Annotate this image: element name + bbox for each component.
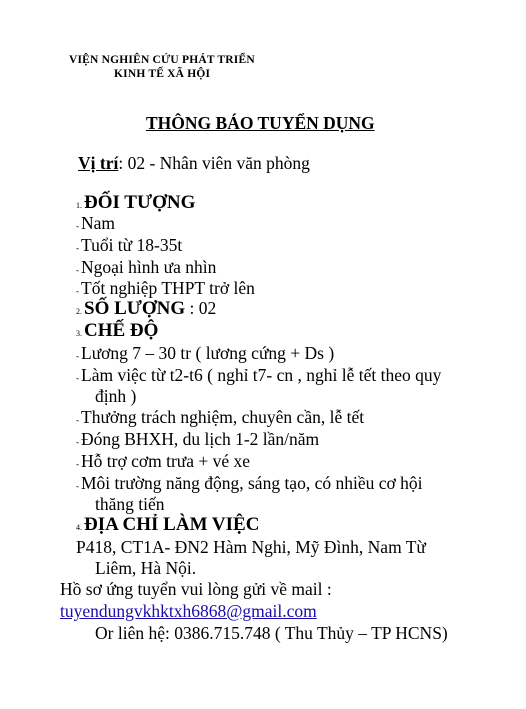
list-item: - Ngoại hình ưa nhìn [76, 257, 217, 277]
section-1-number: 1. [76, 201, 82, 210]
org-name-line1: VIỆN NGHIÊN CỨU PHÁT TRIỂN [69, 54, 255, 66]
section-2-heading-row [76, 298, 216, 320]
list-item: - Tốt nghiệp THPT trở lên [76, 278, 255, 298]
section-2-heading: SỐ LƯỢNG [84, 298, 186, 319]
list-item: - Môi trường năng động, sáng tạo, có nhiều cơ hội [76, 473, 423, 493]
position-label: Vị trí [78, 153, 119, 173]
section-3-heading: CHẾ ĐỘ [84, 320, 159, 341]
address-line-2: Liêm, Hà Nội. [95, 558, 197, 578]
email-link[interactable]: tuyendungvkhktxh6868@gmail.com [60, 601, 317, 621]
list-item-continuation: thăng tiến [95, 494, 165, 514]
page-title: THÔNG BÁO TUYỂN DỤNG [146, 113, 375, 133]
address-line-1: P418, CT1A- ĐN2 Hàm Nghi, Mỹ Đình, Nam Từ [76, 537, 426, 557]
org-name-line2: KINH TẾ XÃ HỘI [114, 68, 211, 80]
list-item: - Lương 7 – 30 tr ( lương cứng + Ds ) [76, 343, 335, 363]
phone-contact: Or liên hệ: 0386.715.748 ( Thu Thủy – TP HCNS) [95, 623, 448, 643]
section-2-number: 2. [76, 307, 82, 316]
position-line [78, 153, 310, 174]
list-item: - Nam [76, 213, 116, 233]
section-4-heading-row [76, 514, 259, 536]
section-2-value: : 02 [185, 298, 217, 318]
list-item-continuation: định ) [95, 386, 137, 406]
section-4-heading: ĐỊA CHỈ LÀM VIỆC [84, 514, 260, 535]
section-3-heading-row [76, 320, 158, 342]
section-3-number: 3. [76, 329, 82, 338]
position-value: : 02 - Nhân viên văn phòng [118, 153, 310, 173]
list-item: - Thưởng trách nghiệm, chuyên cần, lễ tết [76, 407, 365, 427]
list-item: - Làm việc từ t2-t6 ( nghỉ t7- cn , nghỉ lễ tết theo quy [76, 365, 442, 385]
list-item: - Đóng BHXH, du lịch 1-2 lần/năm [76, 429, 320, 449]
apply-instructions: Hồ sơ ứng tuyển vui lòng gửi về mail : [60, 579, 332, 599]
list-item: - Tuổi từ 18-35t [76, 235, 183, 255]
section-4-number: 4. [76, 523, 82, 532]
section-1-heading-row [76, 192, 195, 214]
list-item: - Hỗ trợ cơm trưa + vé xe [76, 451, 251, 471]
section-1-heading: ĐỐI TƯỢNG [84, 192, 196, 213]
